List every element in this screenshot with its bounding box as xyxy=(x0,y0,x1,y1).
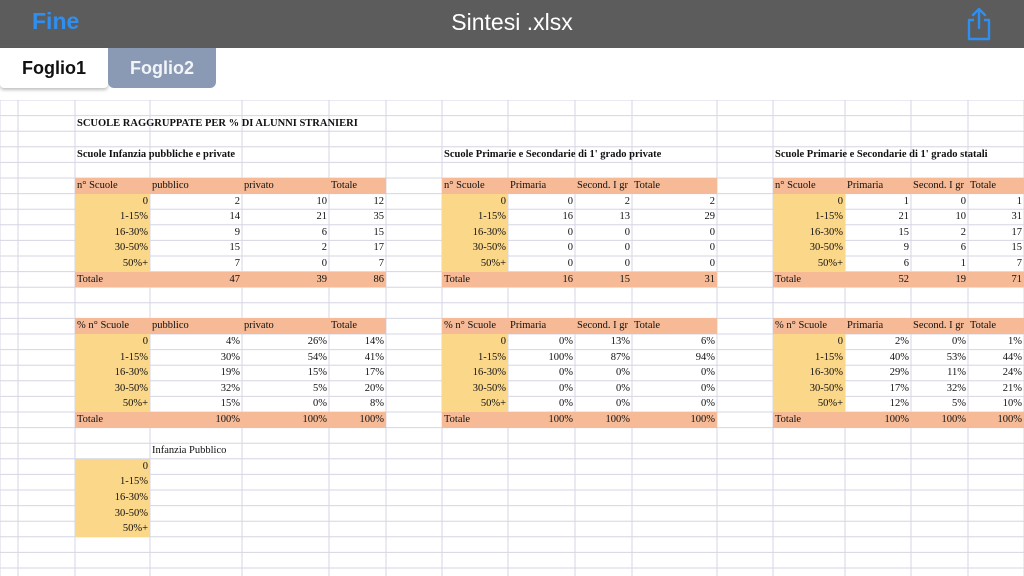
table-cell[interactable]: 12% xyxy=(889,398,909,410)
table-cell[interactable]: 0% xyxy=(559,336,573,347)
total-cell[interactable]: 100% xyxy=(575,412,632,428)
table-cell[interactable]: 0% xyxy=(701,382,715,394)
table-cell[interactable]: 6 xyxy=(960,242,966,254)
table-cell[interactable]: 0 xyxy=(567,242,573,254)
table-header-cell[interactable]: Primaria xyxy=(508,178,575,194)
row-label-cell[interactable]: 0 xyxy=(75,334,150,350)
row-label-cell[interactable]: 50%+ xyxy=(75,521,150,537)
table-cell[interactable]: 4% xyxy=(226,336,240,347)
row-label-cell[interactable]: 0 xyxy=(773,194,845,210)
table-cell[interactable]: 15 xyxy=(373,226,384,238)
row-label-cell[interactable]: 16-30% xyxy=(442,225,508,241)
total-cell[interactable]: Totale xyxy=(773,412,845,428)
table-header-cell[interactable]: privato xyxy=(242,178,329,194)
table-header-cell[interactable]: Totale xyxy=(632,318,717,334)
row-label-cell[interactable]: 30-50% xyxy=(442,240,508,256)
table-cell[interactable]: 1% xyxy=(1008,336,1022,347)
table-header-cell[interactable]: Second. I gr xyxy=(911,178,968,194)
total-cell[interactable]: Totale xyxy=(442,412,508,428)
table-cell[interactable]: 17% xyxy=(889,382,909,394)
table-cell[interactable]: 15 xyxy=(1011,242,1022,254)
total-cell[interactable]: 100% xyxy=(150,412,242,428)
table-header-cell[interactable]: Primaria xyxy=(845,318,911,334)
table-cell[interactable]: 100% xyxy=(548,351,573,363)
document-title: Sintesi .xlsx xyxy=(451,9,573,35)
table-cell[interactable]: 0 xyxy=(624,226,630,238)
share-button[interactable] xyxy=(962,6,996,42)
table-header-cell[interactable]: Primaria xyxy=(845,178,911,194)
table-cell[interactable]: 35 xyxy=(373,211,384,223)
table-header-cell[interactable]: Totale xyxy=(968,318,1024,334)
row-label-cell[interactable]: 16-30% xyxy=(75,225,150,241)
tab-foglio2[interactable]: Foglio2 xyxy=(108,48,216,88)
table-cell[interactable]: 32% xyxy=(220,382,240,394)
table-cell[interactable]: 0 xyxy=(567,195,573,207)
table-cell[interactable]: 87% xyxy=(610,351,630,363)
total-cell[interactable]: 39 xyxy=(242,272,329,288)
table-header-cell[interactable]: n° Scuole xyxy=(773,178,845,194)
table-cell[interactable]: 19% xyxy=(220,367,240,379)
table-cell[interactable]: 10 xyxy=(316,195,327,207)
table-cell[interactable]: 5% xyxy=(313,382,327,394)
row-label-cell[interactable]: 30-50% xyxy=(75,240,150,256)
table-cell[interactable]: 6 xyxy=(903,258,909,269)
table-cell[interactable]: 6 xyxy=(321,226,327,238)
section-title[interactable]: Scuole Primarie e Secondarie di 1' grado private xyxy=(444,148,662,160)
table-cell[interactable]: 0 xyxy=(709,258,715,269)
total-cell[interactable]: 19 xyxy=(911,272,968,288)
table-cell[interactable]: 8% xyxy=(370,398,384,410)
row-label-cell[interactable]: 0 xyxy=(442,194,508,210)
total-cell[interactable]: 47 xyxy=(150,272,242,288)
total-cell[interactable]: 31 xyxy=(632,272,717,288)
total-cell[interactable]: 100% xyxy=(968,412,1024,428)
table-cell[interactable]: 32% xyxy=(946,382,966,394)
row-label-cell[interactable]: 0 xyxy=(773,334,845,350)
table-cell[interactable]: 5% xyxy=(952,398,966,410)
total-cell[interactable]: 52 xyxy=(845,272,911,288)
table-cell[interactable]: 13 xyxy=(619,211,630,223)
section-title[interactable]: Scuole Infanzia pubbliche e private xyxy=(77,148,236,160)
section-title[interactable]: Scuole Primarie e Secondarie di 1' grado statali xyxy=(775,148,988,160)
row-label-cell[interactable]: 50%+ xyxy=(773,396,845,412)
table-header-cell[interactable]: Totale xyxy=(968,178,1024,194)
table-cell[interactable]: 2 xyxy=(321,242,327,254)
table-cell[interactable]: 2 xyxy=(709,195,715,207)
table-cell[interactable]: 40% xyxy=(889,351,909,363)
table-cell[interactable]: 0 xyxy=(321,258,327,269)
table-cell[interactable]: 29% xyxy=(889,367,909,379)
row-label-cell[interactable]: 50%+ xyxy=(75,396,150,412)
table-header-cell[interactable]: % n° Scuole xyxy=(773,318,845,334)
table-cell[interactable]: 1 xyxy=(903,195,909,207)
row-label-cell[interactable]: 16-30% xyxy=(773,225,845,241)
table-cell[interactable]: 11% xyxy=(947,367,966,379)
table-cell[interactable]: 29 xyxy=(704,211,715,223)
row-label-cell[interactable]: 1-15% xyxy=(442,350,508,366)
table-cell[interactable]: 0% xyxy=(616,398,630,410)
table-cell[interactable]: 0% xyxy=(701,367,715,379)
table-header-cell[interactable]: Second. I gr xyxy=(575,178,632,194)
share-icon xyxy=(962,6,996,42)
table-cell[interactable]: 10% xyxy=(1002,398,1022,410)
total-cell[interactable]: 86 xyxy=(329,272,386,288)
table-header-cell[interactable]: Second. I gr xyxy=(575,318,632,334)
row-label-cell[interactable]: 30-50% xyxy=(773,240,845,256)
table-cell[interactable]: 0 xyxy=(709,226,715,238)
table-cell[interactable]: 2% xyxy=(895,336,909,347)
table-header-cell[interactable]: Totale xyxy=(329,318,386,334)
table-cell[interactable]: 17% xyxy=(364,367,384,379)
table-cell[interactable]: 15 xyxy=(229,242,240,254)
table-cell[interactable]: 10 xyxy=(955,211,966,223)
row-label-cell[interactable]: 30-50% xyxy=(75,381,150,397)
table-cell[interactable]: 0 xyxy=(624,242,630,254)
table-cell[interactable]: 15% xyxy=(307,367,327,379)
row-label-cell[interactable]: 30-50% xyxy=(442,381,508,397)
tab-foglio1[interactable]: Foglio1 xyxy=(0,48,108,88)
table-cell[interactable]: 0% xyxy=(313,398,327,410)
total-cell[interactable]: Totale xyxy=(75,412,150,428)
row-label-cell[interactable]: 50%+ xyxy=(75,256,150,272)
table-cell[interactable]: 94% xyxy=(695,351,715,363)
row-label-cell[interactable]: 16-30% xyxy=(75,365,150,381)
table-header-cell[interactable]: pubblico xyxy=(150,318,242,334)
table-cell[interactable]: 7 xyxy=(378,258,384,269)
total-cell[interactable]: 100% xyxy=(329,412,386,428)
table-cell[interactable]: 12 xyxy=(373,195,384,207)
table-cell[interactable]: 30% xyxy=(220,351,240,363)
table-cell[interactable]: 14% xyxy=(364,336,384,347)
table-cell[interactable]: 2 xyxy=(960,226,966,238)
row-label-cell[interactable]: 16-30% xyxy=(773,365,845,381)
table-cell[interactable]: 21 xyxy=(898,211,909,223)
table-cell[interactable]: 7 xyxy=(234,258,240,269)
table-cell[interactable]: 44% xyxy=(1002,351,1022,363)
table-cell[interactable]: 21 xyxy=(316,211,327,223)
row-label-cell[interactable]: 0 xyxy=(75,459,150,475)
table-header-cell[interactable]: % n° Scuole xyxy=(442,318,508,334)
table-cell[interactable]: 0% xyxy=(701,398,715,410)
table-cell[interactable]: 24% xyxy=(1002,367,1022,379)
row-label-cell[interactable]: 1-15% xyxy=(75,209,150,225)
row-label-cell[interactable]: 50%+ xyxy=(442,256,508,272)
table-cell[interactable]: 2 xyxy=(234,195,240,207)
table-cell[interactable]: 14 xyxy=(229,211,240,223)
table-cell[interactable]: 26% xyxy=(307,336,327,347)
table-cell[interactable]: 54% xyxy=(307,351,327,363)
row-label-cell[interactable]: 0 xyxy=(75,194,150,210)
total-cell[interactable]: 100% xyxy=(632,412,717,428)
table-header-cell[interactable]: Second. I gr xyxy=(911,318,968,334)
spreadsheet-grid[interactable] xyxy=(0,100,1024,576)
row-label-cell[interactable]: 1-15% xyxy=(442,209,508,225)
table-cell[interactable]: 0 xyxy=(960,195,966,207)
table-cell[interactable]: 0% xyxy=(559,367,573,379)
table-cell[interactable]: 21% xyxy=(1002,382,1022,394)
row-label-cell[interactable]: 1-15% xyxy=(75,350,150,366)
row-label-cell[interactable]: 30-50% xyxy=(773,381,845,397)
total-cell[interactable]: 100% xyxy=(242,412,329,428)
row-label-cell[interactable]: 30-50% xyxy=(75,506,150,522)
table-cell[interactable]: 20% xyxy=(364,382,384,394)
table-cell[interactable]: 13% xyxy=(610,336,630,347)
table-cell[interactable]: 31 xyxy=(1011,211,1022,223)
row-label-cell[interactable]: 1-15% xyxy=(773,209,845,225)
total-cell[interactable]: Totale xyxy=(442,272,508,288)
row-label-cell[interactable]: 0 xyxy=(442,334,508,350)
table-header-cell[interactable]: Primaria xyxy=(508,318,575,334)
total-cell[interactable]: 15 xyxy=(575,272,632,288)
total-cell[interactable]: 16 xyxy=(508,272,575,288)
table-cell[interactable]: 0 xyxy=(567,226,573,238)
table-cell[interactable]: 0% xyxy=(616,367,630,379)
table-header-cell[interactable]: privato xyxy=(242,318,329,334)
table-header-cell[interactable]: % n° Scuole xyxy=(75,318,150,334)
table-header-cell[interactable]: n° Scuole xyxy=(442,178,508,194)
total-cell[interactable]: 100% xyxy=(508,412,575,428)
done-button[interactable]: Fine xyxy=(32,8,80,34)
sheet-tab-bar xyxy=(0,48,1024,100)
chart-label[interactable]: Infanzia Pubblico xyxy=(152,445,227,457)
table-cell[interactable]: 15% xyxy=(220,398,240,410)
row-label-cell[interactable]: 16-30% xyxy=(75,490,150,506)
table-cell[interactable]: 0% xyxy=(559,382,573,394)
table-cell[interactable]: 0 xyxy=(709,242,715,254)
table-cell[interactable]: 9 xyxy=(234,226,240,238)
table-cell[interactable]: 2 xyxy=(624,195,630,207)
table-cell[interactable]: 0 xyxy=(624,258,630,269)
main-title[interactable]: SCUOLE RAGGRUPPATE PER % DI ALUNNI STRANIERI xyxy=(77,117,358,129)
table-cell[interactable]: 0% xyxy=(616,382,630,394)
table-cell[interactable]: 6% xyxy=(701,336,715,347)
row-label-cell[interactable]: 16-30% xyxy=(442,365,508,381)
row-label-cell[interactable]: 1-15% xyxy=(75,474,150,490)
total-cell[interactable]: 100% xyxy=(911,412,968,428)
table-header-cell[interactable]: pubblico xyxy=(150,178,242,194)
navigation-bar xyxy=(0,0,1024,48)
row-label-cell[interactable]: 50%+ xyxy=(442,396,508,412)
row-label-cell[interactable]: 1-15% xyxy=(773,350,845,366)
table-cell[interactable]: 17 xyxy=(373,242,384,254)
table-cell[interactable]: 9 xyxy=(903,242,909,254)
table-cell[interactable]: 17 xyxy=(1011,226,1022,238)
total-cell[interactable]: Totale xyxy=(773,272,845,288)
total-cell[interactable]: 71 xyxy=(968,272,1024,288)
table-cell[interactable]: 15 xyxy=(898,226,909,238)
table-cell[interactable]: 1 xyxy=(1016,195,1022,207)
table-header-cell[interactable]: Totale xyxy=(632,178,717,194)
table-cell[interactable]: 0% xyxy=(559,398,573,410)
table-cell[interactable]: 53% xyxy=(946,351,966,363)
table-header-cell[interactable]: n° Scuole xyxy=(75,178,150,194)
table-cell[interactable]: 0 xyxy=(567,258,573,269)
table-cell[interactable]: 1 xyxy=(960,258,966,269)
table-cell[interactable]: 41% xyxy=(364,351,384,363)
table-header-cell[interactable]: Totale xyxy=(329,178,386,194)
table-cell[interactable]: 16 xyxy=(562,211,573,223)
table-cell[interactable]: 7 xyxy=(1016,258,1022,269)
row-label-cell[interactable]: 50%+ xyxy=(773,256,845,272)
total-cell[interactable]: Totale xyxy=(75,272,150,288)
total-cell[interactable]: 100% xyxy=(845,412,911,428)
table-cell[interactable]: 0% xyxy=(952,336,966,347)
